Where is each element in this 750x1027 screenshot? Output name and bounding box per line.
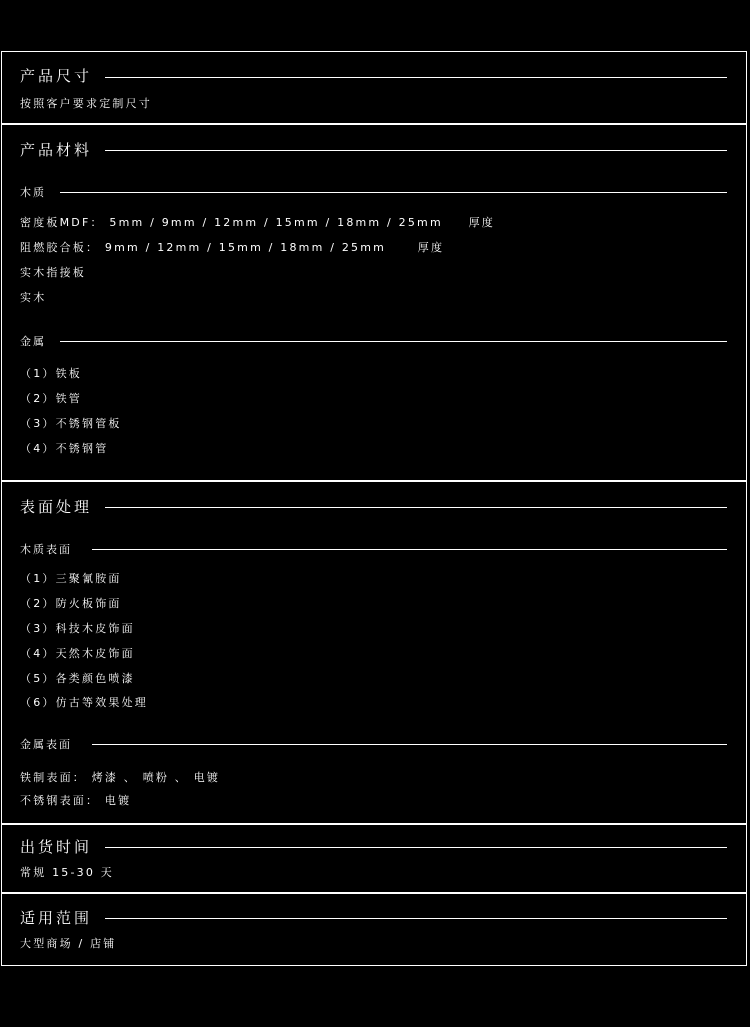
metal-surface-item: 不锈钢表面： 电镀 xyxy=(20,794,132,807)
size-title-divider xyxy=(105,77,727,78)
wood-surface-divider xyxy=(92,549,727,550)
surface-title: 表面处理 xyxy=(20,498,93,516)
mdf-suffix: 厚度 xyxy=(468,216,495,229)
surface-section xyxy=(1,481,747,824)
wood-surface-item: （6）仿古等效果处理 xyxy=(20,696,148,709)
material-item-plywood xyxy=(20,241,444,255)
size-title: 产品尺寸 xyxy=(20,67,93,85)
plywood-label: 阻燃胶合板： xyxy=(20,241,100,254)
material-section xyxy=(1,124,747,481)
scope-title: 适用范围 xyxy=(20,909,93,927)
surface-title-divider xyxy=(105,507,727,508)
wood-surface-item: （1）三聚氰胺面 xyxy=(20,572,122,585)
scope-text: 大型商场 / 店铺 xyxy=(20,937,117,950)
metal-item: （2）铁管 xyxy=(20,392,82,405)
wood-surface-item: （3）科技木皮饰面 xyxy=(20,622,135,635)
metal-surface-item: 铁制表面： 烤漆 、 喷粉 、 电镀 xyxy=(20,771,221,784)
size-section xyxy=(1,51,747,124)
metal-item: （3）不锈钢管板 xyxy=(20,417,122,430)
wood-divider xyxy=(60,192,727,193)
wood-subtitle: 木质 xyxy=(20,186,46,199)
plywood-values: 9mm / 12mm / 15mm / 18mm / 25mm xyxy=(104,241,387,254)
plywood-suffix: 厚度 xyxy=(417,241,445,254)
material-title-divider xyxy=(105,150,727,151)
delivery-title-divider xyxy=(105,847,727,848)
material-item-fingerjoint: 实木指接板 xyxy=(20,266,86,279)
wood-surface-item: （2）防火板饰面 xyxy=(20,597,122,610)
metal-item: （1）铁板 xyxy=(20,367,82,380)
material-item-solidwood: 实木 xyxy=(20,291,47,304)
delivery-text: 常规 15-30 天 xyxy=(20,866,114,879)
wood-surface-subtitle: 木质表面 xyxy=(20,543,72,556)
metal-divider xyxy=(60,341,727,342)
delivery-title: 出货时间 xyxy=(20,838,93,856)
delivery-section xyxy=(1,824,747,893)
material-title: 产品材料 xyxy=(20,141,93,159)
wood-surface-item: （4）天然木皮饰面 xyxy=(20,647,135,660)
material-item-mdf xyxy=(20,216,495,230)
wood-surface-item: （5）各类颜色喷漆 xyxy=(20,672,135,685)
size-text: 按照客户要求定制尺寸 xyxy=(20,97,152,110)
mdf-values: 5mm / 9mm / 12mm / 15mm / 18mm / 25mm xyxy=(109,216,443,229)
scope-title-divider xyxy=(105,918,727,919)
metal-subtitle: 金属 xyxy=(20,335,46,348)
mdf-label: 密度板MDF： xyxy=(20,216,104,229)
metal-item: （4）不锈钢管 xyxy=(20,442,109,455)
scope-section xyxy=(1,893,747,966)
metal-surface-divider xyxy=(92,744,727,745)
metal-surface-subtitle: 金属表面 xyxy=(20,738,72,751)
